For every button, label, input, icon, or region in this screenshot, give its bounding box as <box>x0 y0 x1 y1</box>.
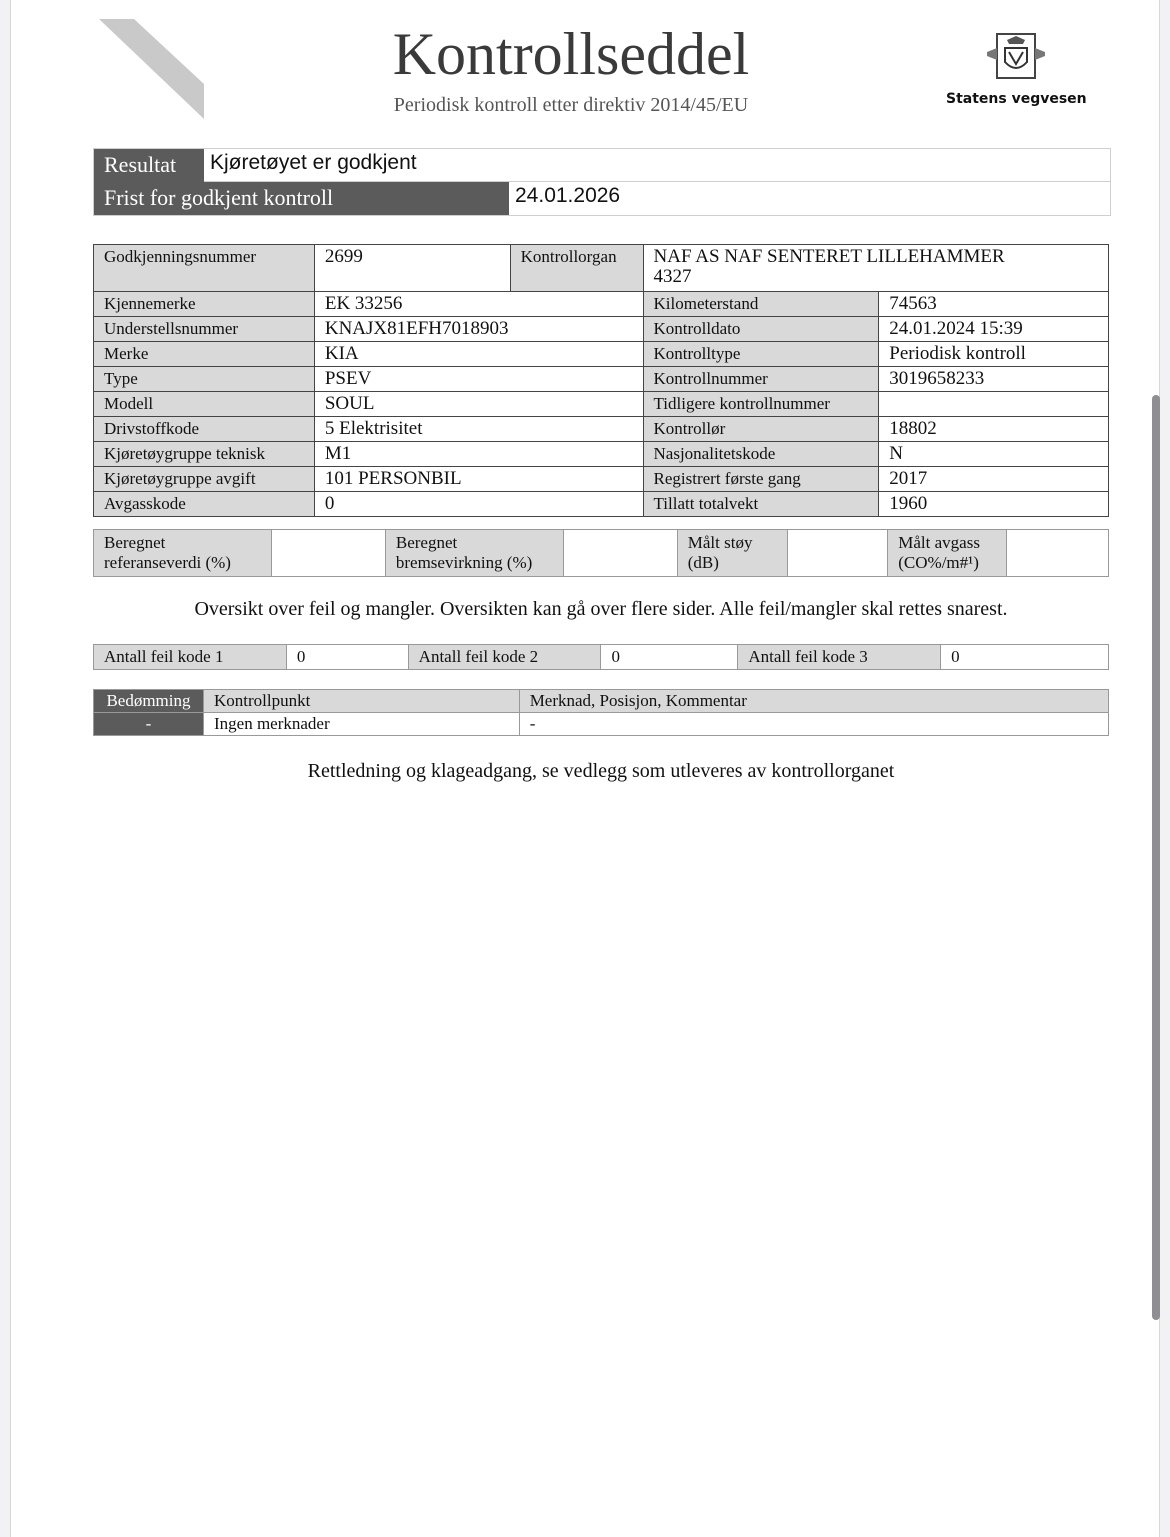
remarks-table <box>93 689 1109 736</box>
table-row <box>94 417 1109 442</box>
field-value: 3019658233 <box>879 367 1109 392</box>
coat-of-arms-icon <box>985 30 1047 82</box>
table-row <box>94 317 1109 342</box>
kontrollorgan-line1: NAF AS NAF SENTERET LILLEHAMMER <box>653 246 1005 267</box>
field-label: Understellsnummer <box>94 317 315 342</box>
field-label: Tillatt totalvekt <box>643 492 879 517</box>
result-block <box>93 148 1111 216</box>
bedomming-header: Bedømming <box>94 690 204 713</box>
calc-label-line: Målt avgass <box>898 533 980 552</box>
calc-label-line: referanseverdi (%) <box>104 553 231 572</box>
statens-vegvesen-logo <box>946 30 1086 107</box>
field-label: Kilometerstand <box>643 292 879 317</box>
merknad-cell: - <box>519 713 1108 736</box>
table-row <box>94 245 1109 292</box>
table-row <box>94 442 1109 467</box>
field-label: Kjøretøygruppe avgift <box>94 467 315 492</box>
table-row <box>94 342 1109 367</box>
merknad-header: Merknad, Posisjon, Kommentar <box>519 690 1108 713</box>
feil-kode-1-value: 0 <box>286 645 408 670</box>
calc-label-line: (dB) <box>687 553 719 572</box>
field-label: Modell <box>94 392 315 417</box>
table-row <box>94 467 1109 492</box>
feil-kode-1-label: Antall feil kode 1 <box>94 645 287 670</box>
field-label: Merke <box>94 342 315 367</box>
godkjenningsnummer-label: Godkjenningsnummer <box>94 245 315 292</box>
malt-stoy-value <box>787 530 888 577</box>
field-value: 1960 <box>879 492 1109 517</box>
field-value: N <box>879 442 1109 467</box>
malt-avgass-value <box>1007 530 1109 577</box>
document-page <box>10 0 1160 1537</box>
kontrollpunkt-cell: Ingen merknader <box>203 713 519 736</box>
field-label: Kjøretøygruppe teknisk <box>94 442 315 467</box>
resultat-value: Kjøretøyet er godkjent <box>210 151 417 174</box>
field-value: KNAJX81EFH7018903 <box>314 317 643 342</box>
field-value: Periodisk kontroll <box>879 342 1109 367</box>
field-label: Kontrollnummer <box>643 367 879 392</box>
table-header-row <box>94 690 1109 713</box>
kontrollorgan-line2: 4327 <box>653 266 692 287</box>
table-row <box>94 292 1109 317</box>
field-value: 101 PERSONBIL <box>314 467 643 492</box>
beregnet-referanseverdi-label <box>94 530 272 577</box>
field-value: 74563 <box>879 292 1109 317</box>
beregnet-bremsevirkning-value <box>563 530 677 577</box>
calc-label-line: Målt støy <box>687 533 753 552</box>
table-row <box>94 367 1109 392</box>
table-row <box>94 713 1109 736</box>
corner-mark-graphic <box>99 19 204 119</box>
kontrollorgan-value <box>643 245 1108 292</box>
footer-text: Rettledning og klageadgang, se vedlegg som utleveres av kontrollorganet <box>307 760 895 782</box>
calc-label-line: (CO%/m#¹) <box>898 553 979 572</box>
resultat-label: Resultat <box>94 149 204 182</box>
field-value: EK 33256 <box>314 292 643 317</box>
table-row <box>94 392 1109 417</box>
godkjenningsnummer-value: 2699 <box>314 245 510 292</box>
field-label: Kontrolldato <box>643 317 879 342</box>
field-value <box>879 392 1109 417</box>
field-label: Registrert første gang <box>643 467 879 492</box>
calc-label-line: Beregnet <box>104 533 166 552</box>
field-value: 5 Elektrisitet <box>314 417 643 442</box>
field-label: Kjennemerke <box>94 292 315 317</box>
vehicle-info-table <box>93 244 1109 517</box>
frist-label: Frist for godkjent kontroll <box>94 182 509 215</box>
kontrollorgan-label: Kontrollorgan <box>510 245 643 292</box>
bedomming-cell: - <box>94 713 204 736</box>
vertical-scrollbar[interactable] <box>1152 395 1160 1320</box>
calc-label-line: bremsevirkning (%) <box>395 553 533 572</box>
field-value: M1 <box>314 442 643 467</box>
beregnet-bremsevirkning-label <box>385 530 563 577</box>
field-value: 24.01.2024 15:39 <box>879 317 1109 342</box>
table-row <box>94 645 1109 670</box>
feil-kode-3-value: 0 <box>941 645 1109 670</box>
error-count-table <box>93 644 1109 670</box>
table-row <box>94 530 1109 577</box>
kontrollpunkt-header: Kontrollpunkt <box>203 690 519 713</box>
field-label: Tidligere kontrollnummer <box>643 392 879 417</box>
beregnet-referanseverdi-value <box>271 530 385 577</box>
field-label: Kontrolltype <box>643 342 879 367</box>
field-label: Nasjonalitetskode <box>643 442 879 467</box>
logo-text: Statens vegvesen <box>946 91 1087 107</box>
field-label: Drivstoffkode <box>94 417 315 442</box>
feil-kode-2-value: 0 <box>601 645 738 670</box>
feil-kode-3-label: Antall feil kode 3 <box>738 645 941 670</box>
field-value: SOUL <box>314 392 643 417</box>
malt-stoy-label <box>677 530 787 577</box>
measurements-table <box>93 529 1109 577</box>
overview-text: Oversikt over feil og mangler. Oversikten kan gå over flere sider. Alle feil/mangler skal rettes snarest. <box>194 598 1008 620</box>
frist-value: 24.01.2026 <box>515 184 621 207</box>
page-title: Kontrollseddel <box>392 21 750 87</box>
field-label: Avgasskode <box>94 492 315 517</box>
table-row <box>94 492 1109 517</box>
calc-label-line: Beregnet <box>395 533 458 552</box>
field-value: KIA <box>314 342 643 367</box>
field-value: 0 <box>314 492 643 517</box>
field-label: Kontrollør <box>643 417 879 442</box>
page-subtitle: Periodisk kontroll etter direktiv 2014/45/EU <box>393 94 749 116</box>
field-value: 2017 <box>879 467 1109 492</box>
field-value: 18802 <box>879 417 1109 442</box>
malt-avgass-label <box>888 530 1007 577</box>
feil-kode-2-label: Antall feil kode 2 <box>408 645 601 670</box>
field-value: PSEV <box>314 367 643 392</box>
field-label: Type <box>94 367 315 392</box>
